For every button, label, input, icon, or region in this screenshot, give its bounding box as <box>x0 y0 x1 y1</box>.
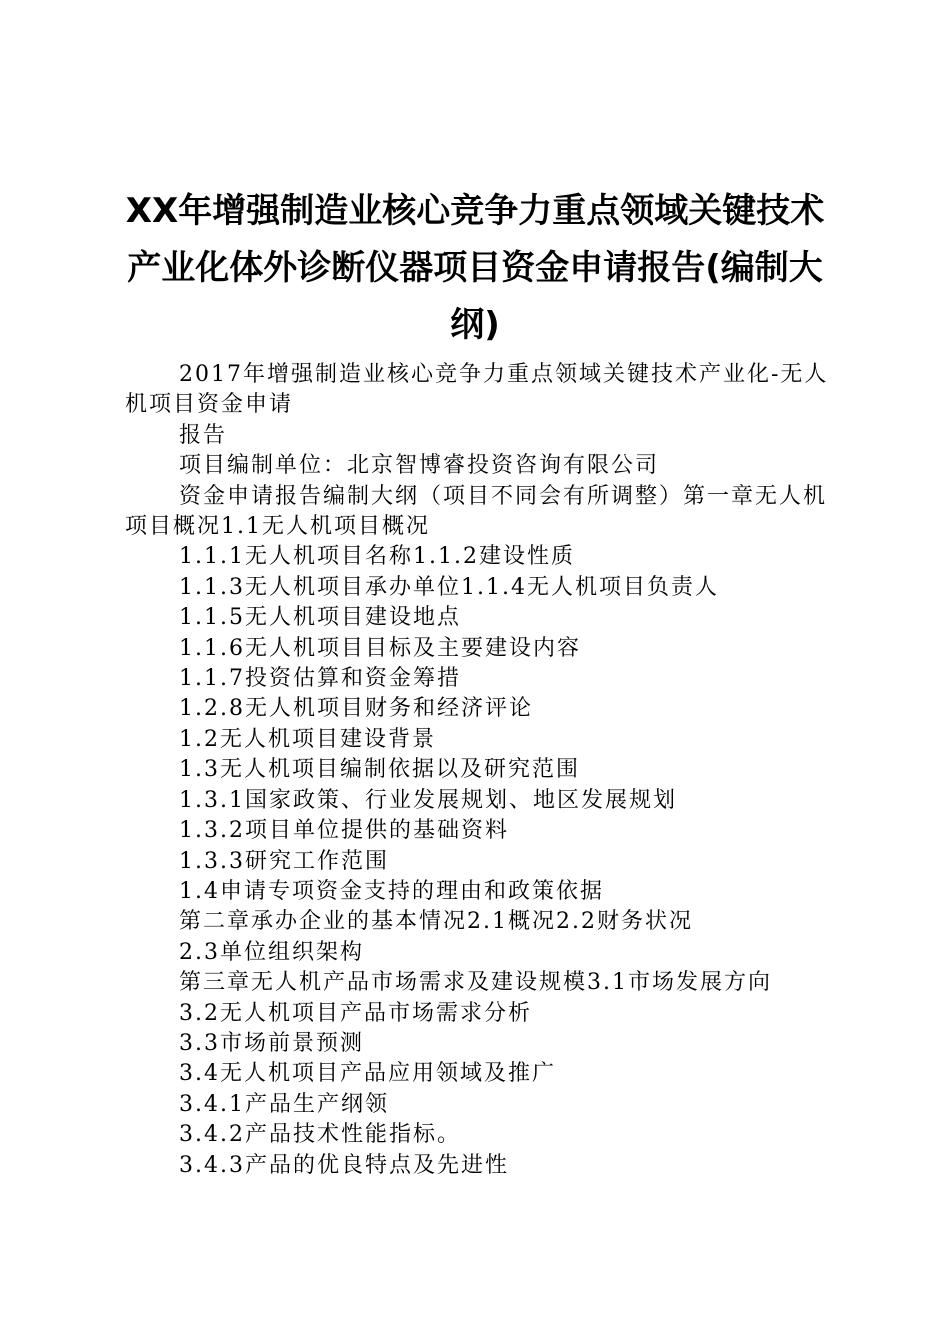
paragraph: 3.4无人机项目产品应用领域及推广 <box>179 1061 556 1087</box>
paragraph: 第三章无人机产品市场需求及建设规模3.1市场发展方向 <box>179 970 772 996</box>
document-title: XX年增强制造业核心竞争力重点领域关键技术产业化体外诊断仪器项目资金申请报告(编制大纲) <box>125 191 825 345</box>
paragraph: 1.1.6无人机项目目标及主要建设内容 <box>179 635 581 661</box>
paragraph: 报告 <box>179 422 228 448</box>
paragraph: 3.4.2产品技术性能指标。 <box>179 1122 461 1148</box>
paragraph: 1.4申请专项资金支持的理由和政策依据 <box>179 878 604 904</box>
paragraph: 3.3市场前景预测 <box>179 1030 364 1056</box>
paragraph: 资金申请报告编制大纲（项目不同会有所调整）第一章无人机项目概况1.1无人机项目概况 <box>125 483 828 540</box>
paragraph: 1.1.3无人机项目承办单位1.1.4无人机项目负责人 <box>179 574 719 600</box>
paragraph: 1.1.1无人机项目名称1.1.2建设性质 <box>179 544 575 570</box>
paragraph: 1.1.5无人机项目建设地点 <box>179 605 461 631</box>
paragraph: 1.3无人机项目编制依据以及研究范围 <box>179 757 580 783</box>
paragraph: 3.4.1产品生产纲领 <box>179 1091 389 1117</box>
paragraph: 2.3单位组织架构 <box>179 939 364 965</box>
paragraph: 3.2无人机项目产品市场需求分析 <box>179 1000 532 1026</box>
paragraph: 2017年增强制造业核心竞争力重点领域关键技术产业化-无人机项目资金申请 <box>125 362 829 418</box>
paragraph: 1.3.3研究工作范围 <box>179 848 389 874</box>
paragraph: 1.2无人机项目建设背景 <box>179 726 436 752</box>
paragraph: 1.3.2项目单位提供的基础资料 <box>179 818 509 844</box>
document-body <box>125 360 840 1181</box>
paragraph: 项目编制单位：北京智博睿投资咨询有限公司 <box>179 453 660 479</box>
paragraph: 3.4.3产品的优良特点及先进性 <box>179 1152 509 1178</box>
paragraph: 1.1.7投资估算和资金筹措 <box>179 666 461 692</box>
paragraph: 1.3.1国家政策、行业发展规划、地区发展规划 <box>179 787 677 813</box>
paragraph: 第二章承办企业的基本情况2.1概况2.2财务状况 <box>179 909 693 935</box>
paragraph: 1.2.8无人机项目财务和经济评论 <box>179 696 533 722</box>
